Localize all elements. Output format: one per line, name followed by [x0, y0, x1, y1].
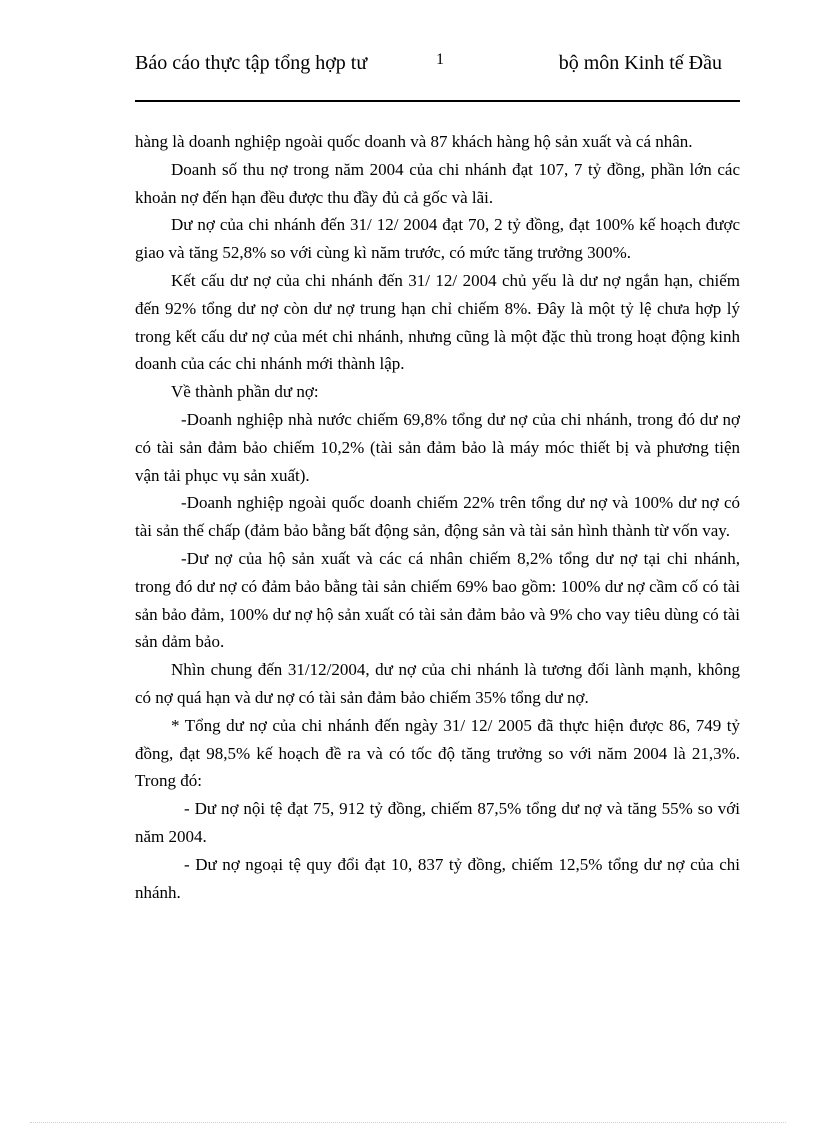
- list-item: -Doanh nghiệp nhà nước chiếm 69,8% tổng dư nợ của chi nhánh, trong đó dư nợ có tài sản đảm bảo chiếm 10,2% (tài sản đảm bảo là máy móc thiết bị và phương tiện vận tải phục vụ sản xuất).: [135, 409, 740, 485]
- list-item: -Doanh nghiệp ngoài quốc doanh chiếm 22% trên tổng dư nợ và 100% dư nợ có tài sản thế chấp (đảm bảo bằng bất động sản, động sản và tài sản hình thành từ vốn vay.: [135, 493, 740, 541]
- paragraph: Nhìn chung đến 31/12/2004, dư nợ của chi nhánh là tương đối lành mạnh, không có nợ quá hạn và dư nợ có tài sản đảm bảo chiếm 35% tổng dư nợ.: [135, 660, 740, 707]
- paragraph: Doanh số thu nợ trong năm 2004 của chi nhánh đạt 107, 7 tỷ đồng, phần lớn các khoản nợ đến hạn đều được thu đầy đủ cả gốc và lãi.: [135, 159, 740, 207]
- document-body: [135, 128, 740, 906]
- page-number: 1: [436, 51, 444, 68]
- header-department: bộ môn Kinh tế Đầu: [558, 52, 722, 74]
- paragraph: Dư nợ của chi nhánh đến 31/ 12/ 2004 đạt 70, 2 tỷ đồng, đạt 100% kế hoạch được giao và tăng 52,8% so với cùng kì năm trước, có mức tăng trưởng 300%.: [135, 215, 740, 263]
- list-item: -Dư nợ của hộ sản xuất và các cá nhân chiếm 8,2% tổng dư nợ tại chi nhánh, trong đó dư nợ có đảm bảo bằng tài sản chiếm 69% bao gồm: 100% dư nợ cầm cố có tài sản bảo đảm, 100% dư nợ hộ sản xuất có tài sản đảm bảo và 9% cho vay tiêu dùng có tài sản dảm bảo.: [135, 548, 740, 652]
- paragraph: * Tổng dư nợ của chi nhánh đến ngày 31/ 12/ 2005 đã thực hiện được 86, 749 tỷ đồng, đạt 98,5% kế hoạch đề ra và có tốc độ tăng trưởng so với năm 2004 là 21,3%. Trong đó:: [135, 715, 740, 791]
- list-item: - Dư nợ ngoại tệ quy đổi đạt 10, 837 tỷ đồng, chiếm 12,5% tổng dư nợ của chi nhánh.: [135, 854, 740, 902]
- list-item: - Dư nợ nội tệ đạt 75, 912 tỷ đồng, chiếm 87,5% tổng dư nợ và tăng 55% so với năm 2004.: [135, 799, 740, 846]
- paragraph: Kết cấu dư nợ của chi nhánh đến 31/ 12/ 2004 chủ yếu là dư nợ ngắn hạn, chiếm đến 92% tổng dư nợ còn dư nợ trung hạn chỉ chiếm 8%. Đây là một tỷ lệ chưa hợp lý trong kết cấu dư nợ của mét chi nhánh, nhưng cũng là một đặc thù trong hoạt động kinh doanh của các chi nhánh mới thành lập.: [135, 270, 740, 374]
- paragraph: Về thành phần dư nợ:: [171, 382, 319, 402]
- paragraph: hàng là doanh nghiệp ngoài quốc doanh và 87 khách hàng hộ sản xuất và cá nhân.: [135, 132, 693, 151]
- header-report-title: Báo cáo thực tập tổng hợp tư: [135, 52, 368, 74]
- page-header: [135, 48, 740, 102]
